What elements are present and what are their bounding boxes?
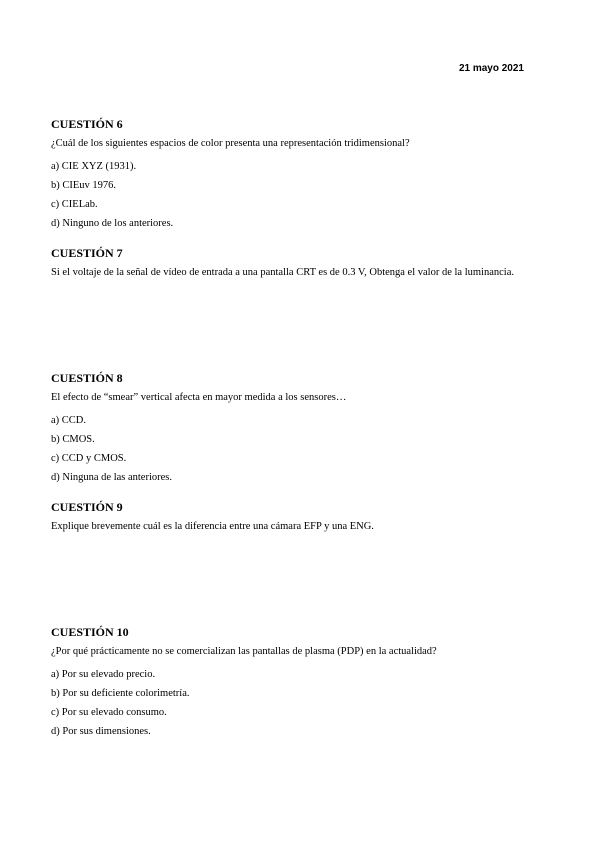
question-text: El efecto de “smear” vertical afecta en mayor medida a los sensores…	[51, 392, 347, 403]
question-7	[51, 246, 561, 279]
question-8	[51, 371, 561, 484]
option-b: b) CIEuv 1976.	[51, 180, 117, 191]
option-d: d) Por sus dimensiones.	[51, 726, 151, 737]
option-d: d) Ninguno de los anteriores.	[51, 218, 174, 229]
option-b: b) Por su deficiente colorimetría.	[51, 688, 190, 699]
question-text: Si el voltaje de la señal de vídeo de entrada a una pantalla CRT es de 0.3 V, Obtenga el valor de la luminancia.	[51, 267, 514, 278]
question-9	[51, 500, 561, 533]
question-title: CUESTIÓN 9	[51, 500, 123, 514]
question-text: ¿Cuál de los siguientes espacios de color presenta una representación tridimensional?	[51, 138, 410, 149]
question-title: CUESTIÓN 7	[51, 246, 123, 260]
question-6	[51, 117, 561, 230]
option-a: a) Por su elevado precio.	[51, 669, 156, 680]
option-c: c) CIELab.	[51, 199, 98, 210]
option-c: c) CCD y CMOS.	[51, 453, 127, 464]
question-text: Explique brevemente cuál es la diferencia entre una cámara EFP y una ENG.	[51, 521, 374, 532]
question-text: ¿Por qué prácticamente no se comercializan las pantallas de plasma (PDP) en la actualidad?	[51, 646, 437, 657]
document-date: 21 mayo 2021	[458, 63, 524, 74]
option-c: c) Por su elevado consumo.	[51, 707, 167, 718]
question-title: CUESTIÓN 10	[51, 625, 129, 639]
option-b: b) CMOS.	[51, 434, 95, 445]
option-a: a) CCD.	[51, 415, 86, 426]
option-a: a) CIE XYZ (1931).	[51, 161, 137, 172]
option-d: d) Ninguna de las anteriores.	[51, 472, 173, 483]
question-title: CUESTIÓN 8	[51, 371, 123, 385]
question-title: CUESTIÓN 6	[51, 117, 123, 131]
answer-options	[51, 668, 561, 738]
answer-space	[51, 533, 561, 625]
answer-options	[51, 160, 561, 230]
exam-page-content	[51, 117, 561, 744]
question-10	[51, 625, 561, 738]
answer-space	[51, 279, 561, 371]
answer-options	[51, 414, 561, 484]
